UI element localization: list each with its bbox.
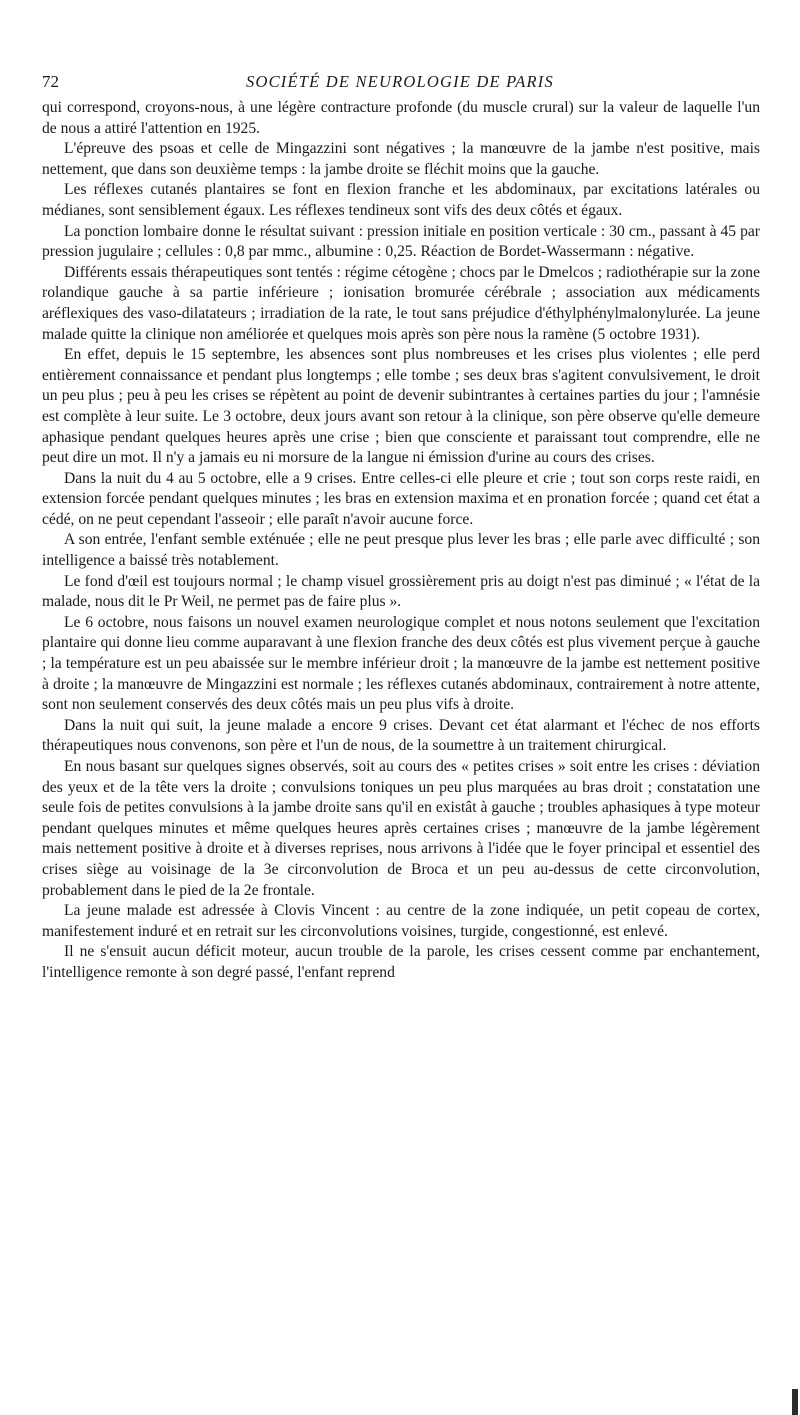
page-number: 72 bbox=[42, 72, 59, 91]
paragraph: Différents essais thérapeutiques sont tentés : régime cétogène ; chocs par le Dmelcos ; radiothérapie sur la zone rolandique gauche à sa partie inférieure ; ionisation bromurée cérébrale ; association aux médicaments aréflexiques des vaso-dilatateurs ; irradiation de la rate, le tout sans préjudice d'éthylphénylmalonylurée. La jeune malade quitte la clinique non améliorée et quelques mois après son père nous la ramène (5 octobre 1931). bbox=[42, 263, 760, 343]
paragraph: Le 6 octobre, nous faisons un nouvel examen neurologique complet et nous notons seulement que l'excitation plantaire qui donne lieu comme auparavant à une flexion franche des deux côtés est plus vivement perçue à gauche ; la température est un peu abaissée sur le membre inférieur droit ; la manœuvre de la jambe est nettement positive à droite ; la manœuvre de Mingazzini est normale ; les réflexes cutanés abdominaux, contrairement à notre attente, sont non seulement conservés des deux côtés mais un peu plus vifs à droite. bbox=[42, 613, 760, 714]
paragraph: Dans la nuit du 4 au 5 octobre, elle a 9 crises. Entre celles-ci elle pleure et crie ; tout son corps reste raidi, en extension forcée pendant quelques minutes ; les bras en extension maxima et en pronation forcée ; quand cet état a cédé, on ne peut cependant l'asseoir ; elle paraît n'avoir aucune force. bbox=[42, 469, 760, 528]
paragraph: La jeune malade est adressée à Clovis Vincent : au centre de la zone indiquée, un petit copeau de cortex, manifestement induré et en retrait sur les circonvolutions voisines, turgide, congestionné, est enlevé. bbox=[42, 902, 760, 940]
paragraph: En nous basant sur quelques signes observés, soit au cours des « petites crises » soit entre les crises : déviation des yeux et de la tête vers la droite ; convulsions toniques un peu plus marquées au bras droit ; constatation une seule fois de petites convulsions à la jambe droite sans qu'il en existât à gauche ; troubles aphasiques à type moteur pendant quelques minutes et même quelques heures après certaines crises ; manœuvre de la jambe légèrement mais nettement positive à droite et à diverses reprises, nous arrivons à l'idée que le foyer principal et essentiel des crises siège au voisinage de la 3e circonvolution de Broca et un peu au-dessus de cette circonvolution, probablement dans le pied de la 2e frontale. bbox=[42, 758, 760, 899]
paragraph: L'épreuve des psoas et celle de Mingazzini sont négatives ; la manœuvre de la jambe n'est positive, mais nettement, que dans son deuxième temps : la jambe droite se fléchit moins que la gauche. bbox=[42, 140, 760, 178]
paragraph: A son entrée, l'enfant semble exténuée ; elle ne peut presque plus lever les bras ; elle parle avec difficulté ; son intelligence a baissé très notablement. bbox=[42, 531, 760, 570]
paragraph: Le fond d'œil est toujours normal ; le champ visuel grossièrement pris au doigt n'est pas diminué ; « l'état de la malade, nous dit le Pr Weil, ne permet pas de faire plus ». bbox=[42, 572, 760, 611]
paragraph: Dans la nuit qui suit, la jeune malade a encore 9 crises. Devant cet état alarmant et l'échec de nos efforts thérapeutiques nous convenons, son père et l'un de nous, de la soumettre à un traitement chirurgical. bbox=[42, 716, 760, 755]
paragraph: qui correspond, croyons-nous, à une légère contracture profonde (du muscle crural) sur la valeur de laquelle l'un de nous a attiré l'attention en 1925. bbox=[42, 99, 760, 137]
page-header bbox=[42, 72, 758, 96]
paragraph: Il ne s'ensuit aucun déficit moteur, aucun trouble de la parole, les crises cessent comme par enchantement, l'intelligence remonte à son degré passé, l'enfant reprend bbox=[42, 943, 760, 981]
paragraph: En effet, depuis le 15 septembre, les absences sont plus nombreuses et les crises plus violentes ; elle perd entièrement connaissance et pendant plus longtemps ; elle tombe ; ses deux bras s'agitent convulsivement, le droit un peu plus ; peu à peu les crises se répètent au point de devenir subintrantes à certaines parties du jour ; l'amnésie est complète à leur suite. Le 3 octobre, deux jours avant son retour à la clinique, son père observe qu'elle demeure aphasique pendant quelques heures après une crise ; bien que consciente et paraissant tout comprendre, elle ne peut dire un mot. Il n'y a jamais eu ni morsure de la langue ni émission d'urine au cours des crises. bbox=[42, 346, 760, 467]
body-text bbox=[42, 98, 760, 984]
scan-edge-mark bbox=[792, 1389, 798, 1415]
paragraph: La ponction lombaire donne le résultat suivant : pression initiale en position verticale : 30 cm., passant à 45 par pression jugulaire ; cellules : 0,8 par mmc., albumine : 0,25. Réaction de Bordet-Wassermann : négative. bbox=[42, 222, 760, 261]
running-title: SOCIÉTÉ DE NEUROLOGIE DE PARIS bbox=[246, 72, 554, 91]
paragraph: Les réflexes cutanés plantaires se font en flexion franche et les abdominaux, par excitations latérales ou médianes, sont sensiblement égaux. Les réflexes tendineux sont vifs des deux côtés et égaux. bbox=[42, 181, 760, 219]
